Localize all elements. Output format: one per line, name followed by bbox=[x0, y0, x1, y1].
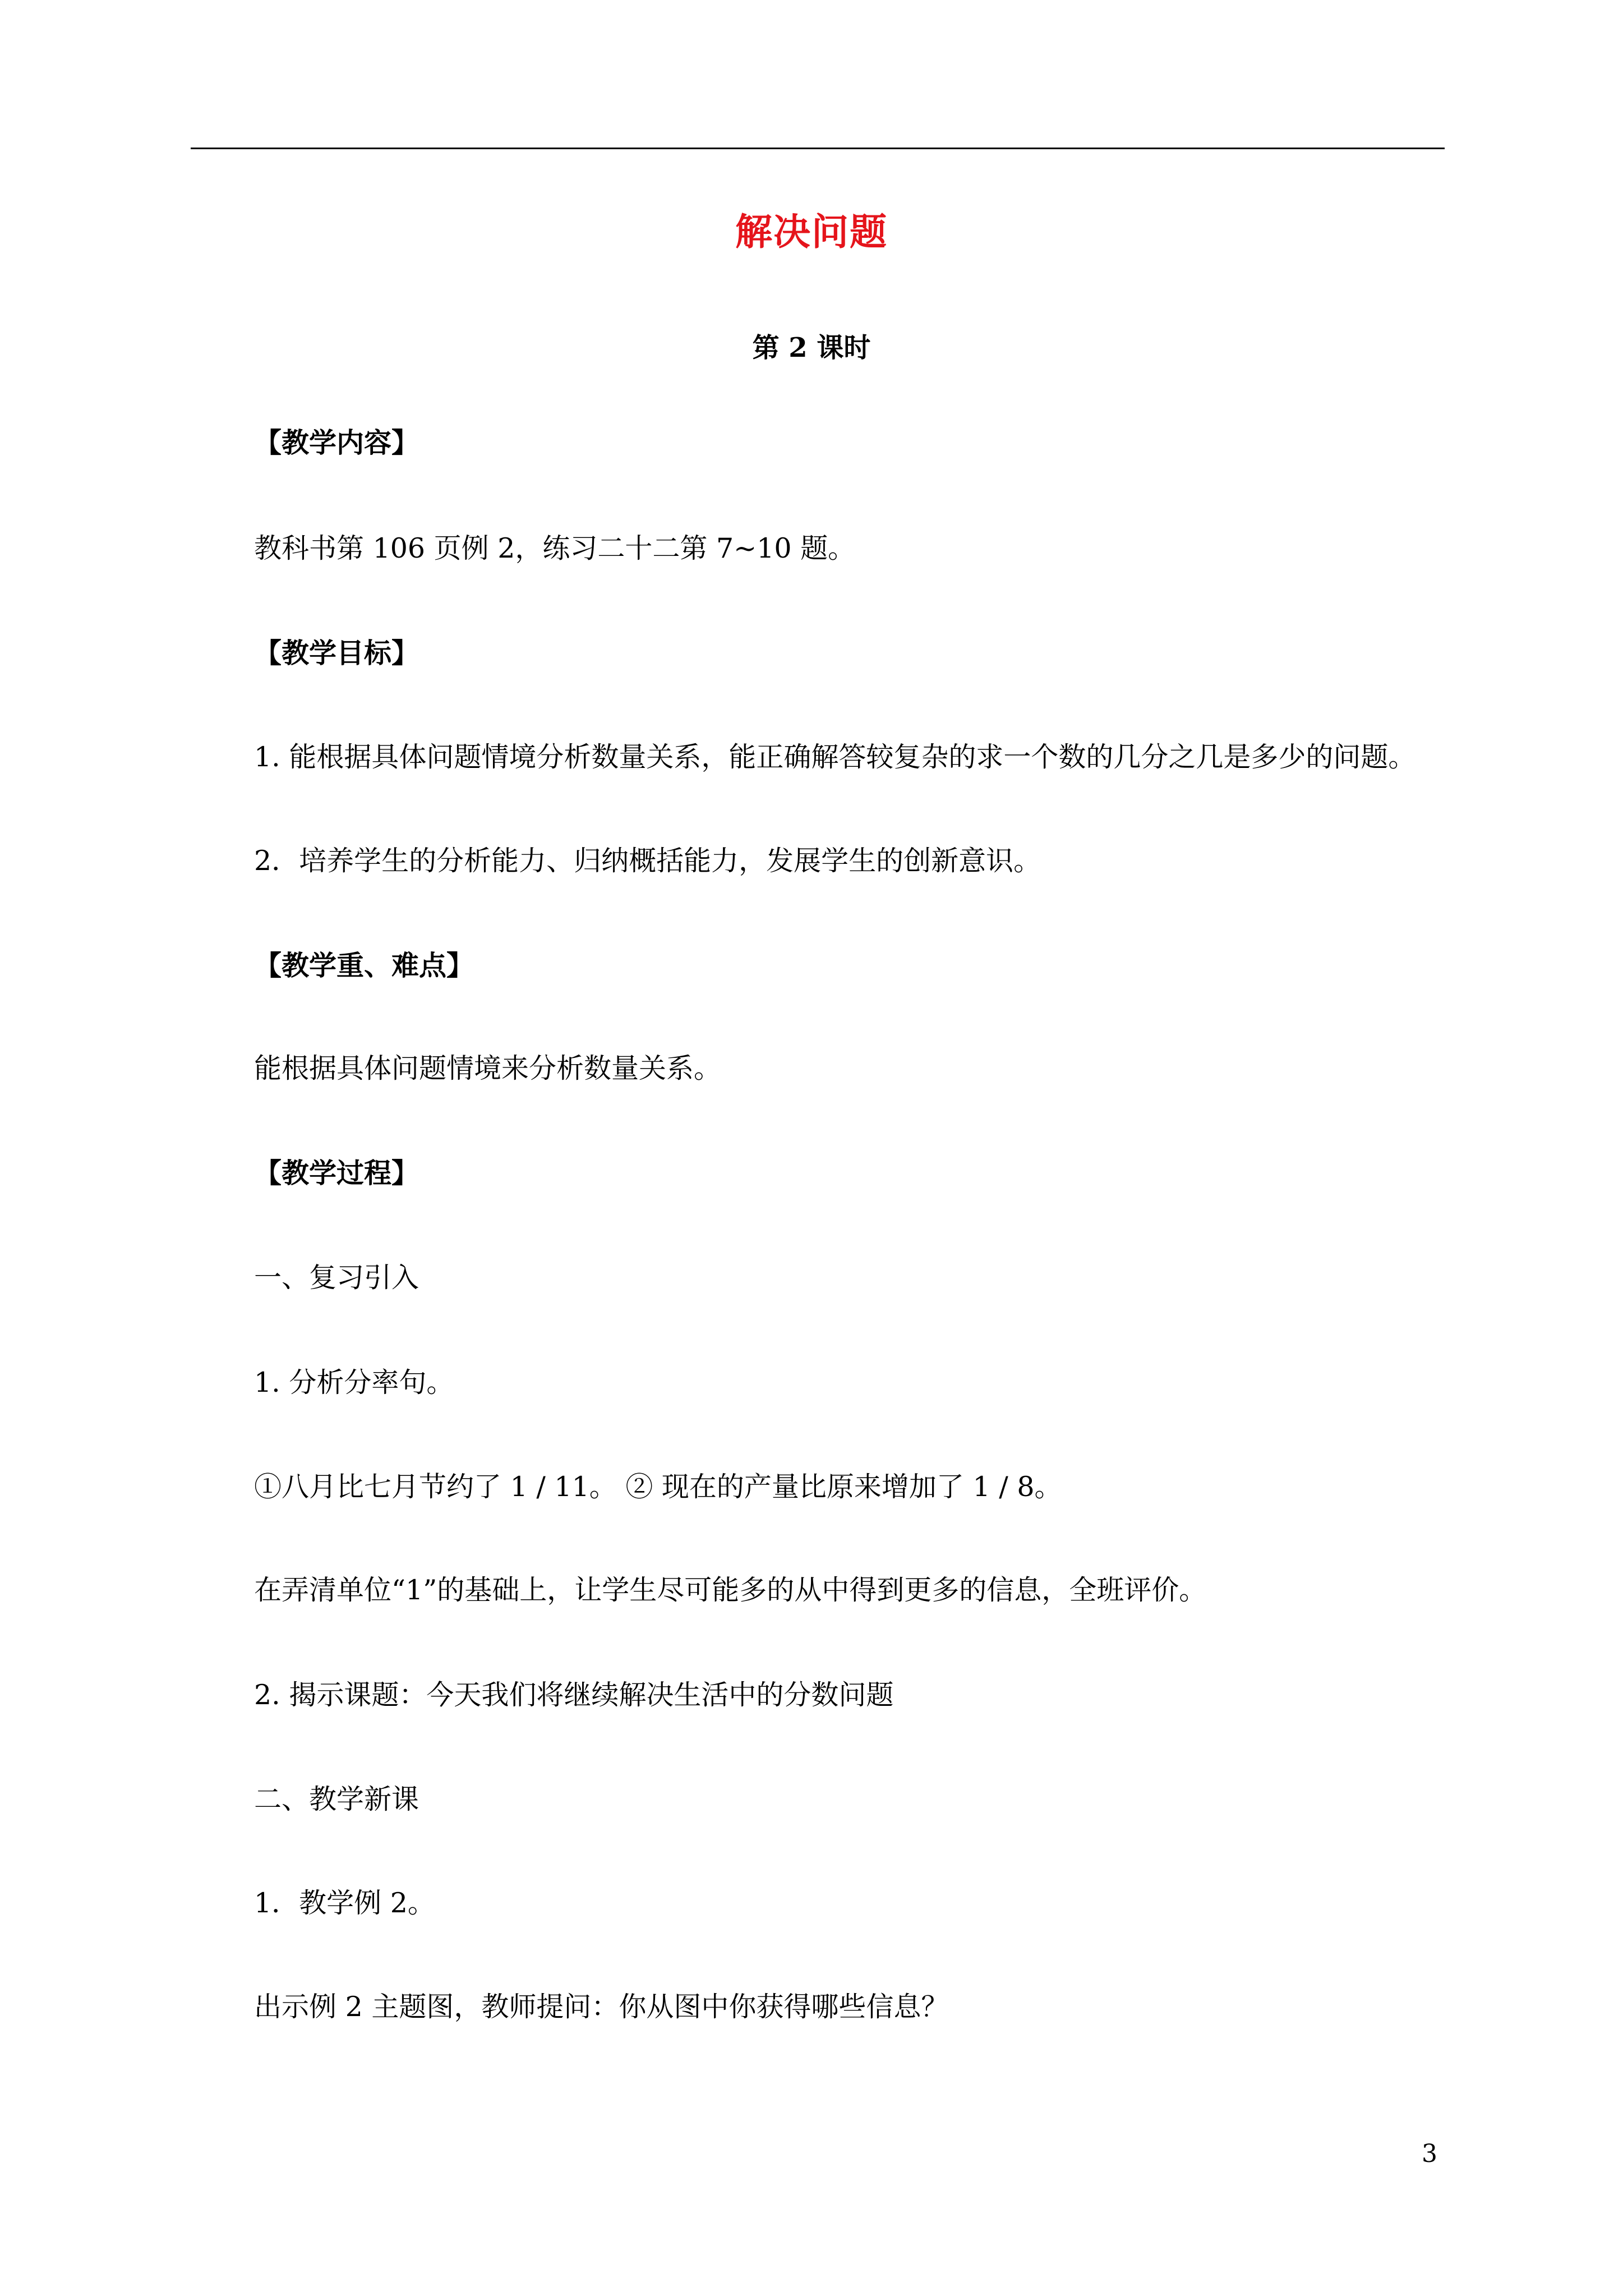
page-number: 3 bbox=[1422, 2139, 1437, 2168]
heading-teaching-content: 【教学内容】 bbox=[254, 426, 419, 459]
paragraph-textbook-reference: 教科书第 106 页例 2，练习二十二第 7~10 题。 bbox=[254, 532, 856, 564]
paragraph-example-2: 1．教学例 2。 bbox=[254, 1887, 435, 1919]
heading-teaching-goals: 【教学目标】 bbox=[254, 637, 419, 669]
header-rule bbox=[191, 148, 1445, 149]
paragraph-section-review: 一、复习引入 bbox=[254, 1262, 419, 1294]
paragraph-goal-1: 1. 能根据具体问题情境分析数量关系，能正确解答较复杂的求一个数的几分之几是多少的问题。 bbox=[254, 741, 1416, 773]
paragraph-reveal-topic: 2. 揭示课题：今天我们将继续解决生活中的分数问题 bbox=[254, 1679, 894, 1711]
paragraph-goal-2: 2．培养学生的分析能力、归纳概括能力，发展学生的创新意识。 bbox=[254, 845, 1041, 877]
heading-teaching-process: 【教学过程】 bbox=[254, 1157, 419, 1189]
paragraph-section-new-lesson: 二、教学新课 bbox=[254, 1783, 419, 1815]
paragraph-review-1: 1. 分析分率句。 bbox=[254, 1366, 454, 1398]
document-title: 解决问题 bbox=[735, 210, 888, 254]
paragraph-unit-one: 在弄清单位“1”的基础上，让学生尽可能多的从中得到更多的信息，全班评价。 bbox=[254, 1574, 1207, 1606]
heading-key-points: 【教学重、难点】 bbox=[254, 949, 474, 982]
lesson-subtitle: 第 2 课时 bbox=[752, 332, 871, 364]
paragraph-fraction-sentences: ①八月比七月节约了 1 / 11。 ② 现在的产量比原来增加了 1 / 8。 bbox=[254, 1471, 1062, 1503]
paragraph-teacher-question: 出示例 2 主题图，教师提问：你从图中你获得哪些信息？ bbox=[254, 1991, 949, 2023]
paragraph-key-point: 能根据具体问题情境来分析数量关系。 bbox=[254, 1052, 722, 1084]
